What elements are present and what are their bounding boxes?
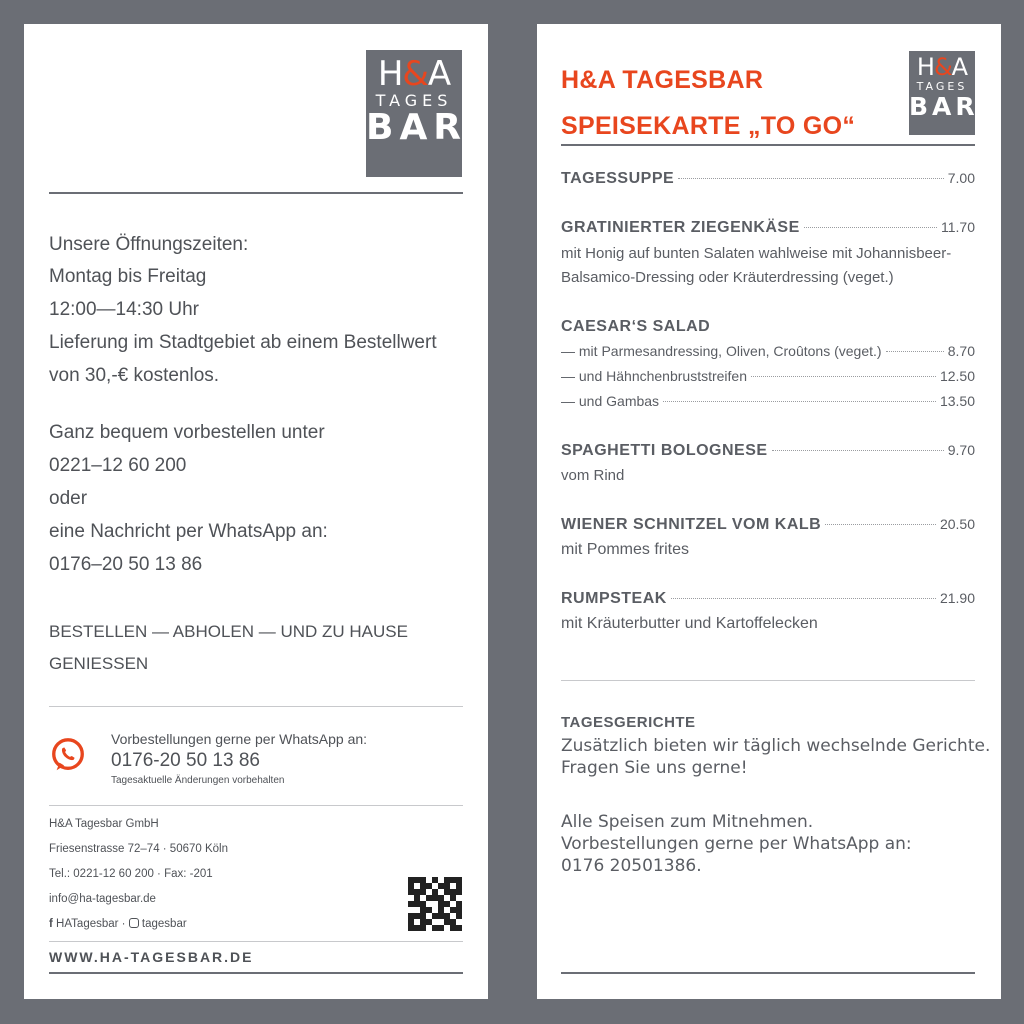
item-name: RUMPSTEAK — [561, 590, 667, 607]
menu-item — [561, 318, 975, 336]
divider — [49, 805, 463, 806]
whatsapp-label: Vorbestellungen gerne per WhatsApp an: — [111, 731, 368, 747]
divider — [49, 192, 463, 194]
variant-label: — mit Parmesandressing, Oliven, Croûtons (veget.) — [561, 343, 882, 359]
item-price: 9.70 — [947, 442, 975, 458]
divider — [49, 972, 463, 974]
leader-dots — [751, 376, 936, 377]
daily-heading: TAGESGERICHTE — [561, 714, 696, 731]
slogan: BESTELLEN — ABHOLEN — UND ZU HAUSE GENIESSEN — [49, 622, 408, 673]
variant-price: 13.50 — [939, 393, 975, 409]
facebook-handle[interactable]: HATagesbar · — [56, 918, 126, 930]
item-price: 20.50 — [939, 516, 975, 532]
leader-dots — [772, 450, 944, 451]
variant-label: — und Gambas — [561, 393, 660, 409]
order-line: eine Nachricht per WhatsApp an: — [49, 521, 328, 542]
item-name: SPAGHETTI BOLOGNESE — [561, 442, 768, 459]
divider — [561, 144, 975, 146]
hours-line: Lieferung im Stadtgebiet ab einem Bestellwert — [49, 332, 437, 353]
company-email[interactable]: info@ha-tagesbar.de — [49, 893, 156, 905]
menu-panel — [537, 24, 1001, 999]
leader-dots — [825, 524, 936, 525]
menu-subtitle: SPEISEKARTE „TO GO“ — [561, 112, 856, 140]
menu-item — [561, 219, 975, 237]
ha-tagesbar-logo: H&A TAGES BAR — [366, 50, 462, 177]
variant-price: 12.50 — [939, 368, 975, 384]
daily-line: Zusätzlich bieten wir täglich wechselnde Gerichte. — [561, 736, 991, 756]
footer-line: Vorbestellungen gerne per WhatsApp an: — [561, 834, 912, 854]
item-description: mit Pommes frites — [561, 541, 690, 558]
left-panel — [24, 24, 488, 999]
menu-variant — [561, 393, 975, 409]
divider — [561, 680, 975, 681]
divider — [561, 972, 975, 974]
divider — [49, 706, 463, 707]
footer-whatsapp-number[interactable]: 0176 20501386. — [561, 856, 702, 876]
hours-line: von 30,-€ kostenlos. — [49, 365, 220, 386]
instagram-handle[interactable]: tagesbar — [141, 918, 187, 930]
order-whatsapp-number[interactable]: 0176–20 50 13 86 — [49, 554, 203, 575]
daily-line: Fragen Sie uns gerne! — [561, 758, 748, 778]
item-description: Balsamico-Dressing oder Kräuterdressing (veget.) — [561, 269, 894, 286]
item-description: mit Kräuterbutter und Kartoffelecken — [561, 615, 818, 632]
ha-tagesbar-logo: H&A TAGES BAR — [909, 51, 975, 135]
item-price: 7.00 — [947, 170, 975, 186]
item-name: GRATINIERTER ZIEGENKÄSE — [561, 219, 800, 236]
leader-dots — [804, 227, 937, 228]
menu-title: H&A TAGESBAR — [561, 66, 764, 94]
changes-note: Tagesaktuelle Änderungen vorbehalten — [111, 775, 285, 786]
leader-dots — [663, 401, 936, 402]
item-name: TAGESSUPPE — [561, 170, 675, 187]
facebook-icon[interactable]: f — [49, 918, 53, 930]
variant-label: — und Hähnchenbruststreifen — [561, 368, 747, 384]
menu-item — [561, 442, 975, 460]
social-links — [49, 912, 187, 937]
item-description: mit Honig auf bunten Salaten wahlweise mit Johannisbeer- — [561, 245, 952, 262]
variant-price: 8.70 — [947, 343, 975, 359]
menu-variant — [561, 368, 975, 384]
order-phone[interactable]: 0221–12 60 200 — [49, 455, 187, 476]
item-description: vom Rind — [561, 467, 625, 484]
whatsapp-icon[interactable] — [49, 736, 87, 774]
item-name: WIENER SCHNITZEL VOM KALB — [561, 516, 822, 533]
footer-line: Alle Speisen zum Mitnehmen. — [561, 812, 814, 832]
divider — [49, 941, 463, 942]
leader-dots — [678, 178, 944, 179]
leader-dots — [886, 351, 944, 352]
instagram-icon[interactable] — [129, 918, 139, 928]
menu-item — [561, 590, 975, 608]
order-line: oder — [49, 488, 88, 509]
item-price: 11.70 — [941, 219, 975, 235]
company-address: Friesenstrasse 72–74 · 50670 Köln — [49, 843, 228, 855]
menu-item — [561, 516, 975, 534]
item-price: 21.90 — [939, 590, 975, 606]
company-phone[interactable]: Tel.: 0221-12 60 200 · Fax: -201 — [49, 868, 213, 880]
company-name: H&A Tagesbar GmbH — [49, 818, 159, 830]
item-name: CAESAR‘S SALAD — [561, 318, 711, 335]
website-link[interactable]: WWW.HA-TAGESBAR.DE — [49, 949, 254, 965]
qr-code-icon[interactable] — [408, 877, 462, 931]
menu-variant — [561, 343, 975, 359]
hours-line: 12:00—14:30 Uhr — [49, 299, 199, 320]
whatsapp-number[interactable]: 0176-20 50 13 86 — [111, 750, 260, 771]
hours-heading: Unsere Öffnungszeiten: — [49, 234, 249, 255]
leader-dots — [671, 598, 936, 599]
order-line: Ganz bequem vorbestellen unter — [49, 422, 325, 443]
hours-line: Montag bis Freitag — [49, 266, 207, 287]
menu-item — [561, 170, 975, 188]
